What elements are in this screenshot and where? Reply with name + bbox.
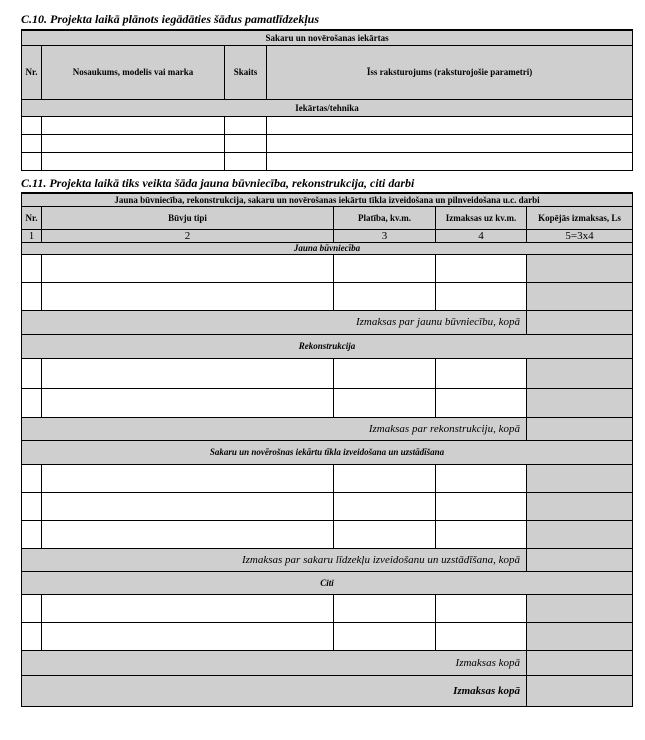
total-cost-cell [527,594,633,622]
nr-cell[interactable] [22,254,42,282]
column-number: 3 [334,229,436,242]
area-cell[interactable] [334,594,436,622]
type-cell[interactable] [42,282,334,310]
section-total-label: Izmaksas kopā [22,650,527,675]
table-row [22,358,633,388]
table-row [22,116,633,134]
description-cell[interactable] [267,152,633,170]
nr-cell[interactable] [22,358,42,388]
type-cell[interactable] [42,492,334,520]
area-cell[interactable] [334,622,436,650]
total-cost-cell [527,622,633,650]
type-cell[interactable] [42,464,334,492]
area-cell[interactable] [334,520,436,548]
column-header: Skaits [225,45,267,99]
unit-cost-cell[interactable] [436,388,527,417]
unit-cost-cell[interactable] [436,464,527,492]
table-row [22,492,633,520]
type-cell[interactable] [42,388,334,417]
group-header: Iekārtas/tehnika [22,99,633,116]
unit-cost-cell[interactable] [436,520,527,548]
unit-cost-cell[interactable] [436,282,527,310]
nr-cell[interactable] [22,116,42,134]
total-cost-cell [527,282,633,310]
description-cell[interactable] [267,116,633,134]
type-cell[interactable] [42,520,334,548]
nr-cell[interactable] [22,594,42,622]
type-cell[interactable] [42,594,334,622]
grand-total-value [527,675,633,706]
nr-cell[interactable] [22,282,42,310]
section-total-value [527,548,633,571]
area-cell[interactable] [334,254,436,282]
column-header: Īss raksturojums (raksturojošie parametri) [267,45,633,99]
total-cost-cell [527,492,633,520]
column-number: 4 [436,229,527,242]
section-header-new-construction: Jauna būvniecība [22,242,633,254]
table-row [22,520,633,548]
unit-cost-cell[interactable] [436,492,527,520]
nr-cell[interactable] [22,492,42,520]
grand-total-label: Izmaksas kopā [22,675,527,706]
name-cell[interactable] [42,116,225,134]
section-total-label: Izmaksas par jaunu būvniecību, kopā [22,310,527,334]
total-cost-cell [527,464,633,492]
section-total-label: Izmaksas par rekonstrukciju, kopā [22,417,527,440]
nr-cell[interactable] [22,388,42,417]
total-cost-cell [527,520,633,548]
type-cell[interactable] [42,254,334,282]
unit-cost-cell[interactable] [436,358,527,388]
column-number: 1 [22,229,42,242]
table-title: Sakaru un novērošanas iekārtas [22,30,633,45]
nr-cell[interactable] [22,520,42,548]
name-cell[interactable] [42,152,225,170]
total-cost-cell [527,358,633,388]
section-total-label: Izmaksas par sakaru līdzekļu izveidošanu un uzstādīšana, kopā [22,548,527,571]
table-row [22,594,633,622]
column-header: Nosaukums, modelis vai marka [42,45,225,99]
nr-cell[interactable] [22,152,42,170]
table-title: Jauna būvniecība, rekonstrukcija, sakaru un novērošanas iekārtu tīkla izveidošana un pilnveidošana u.c. darbi [22,193,633,206]
qty-cell[interactable] [225,152,267,170]
name-cell[interactable] [42,134,225,152]
table-row [22,134,633,152]
nr-cell[interactable] [22,134,42,152]
nr-cell[interactable] [22,464,42,492]
section-header-network: Sakaru un novērošnas iekārtu tīkla izveidošana un uzstādīšana [22,440,633,464]
table-row [22,152,633,170]
total-cost-cell [527,388,633,417]
section-total-value [527,650,633,675]
column-header: Nr. [22,206,42,229]
section-header-reconstruction: Rekonstrukcija [22,334,633,358]
area-cell[interactable] [334,282,436,310]
unit-cost-cell[interactable] [436,594,527,622]
column-header: Platība, kv.m. [334,206,436,229]
c11-section-title: C.11. Projekta laikā tiks veikta šāda jauna būvniecība, rekonstrukcija, citi darbi [21,176,415,190]
area-cell[interactable] [334,464,436,492]
column-header: Būvju tipi [42,206,334,229]
section-header-other: Citi [22,571,633,594]
table-row [22,622,633,650]
construction-table [21,192,633,707]
type-cell[interactable] [42,358,334,388]
table-row [22,254,633,282]
c10-section-title: C.10. Projekta laikā plānots iegādāties šādus pamatlīdzekļus [21,12,320,26]
qty-cell[interactable] [225,134,267,152]
unit-cost-cell[interactable] [436,254,527,282]
section-total-value [527,417,633,440]
unit-cost-cell[interactable] [436,622,527,650]
total-cost-cell [527,254,633,282]
column-number: 2 [42,229,334,242]
description-cell[interactable] [267,134,633,152]
table-row [22,282,633,310]
column-header: Izmaksas uz kv.m. [436,206,527,229]
column-header: Kopējās izmaksas, Ls [527,206,633,229]
section-total-value [527,310,633,334]
area-cell[interactable] [334,358,436,388]
qty-cell[interactable] [225,116,267,134]
column-header: Nr. [22,45,42,99]
column-number: 5=3x4 [527,229,633,242]
fixed-assets-table [21,29,633,171]
type-cell[interactable] [42,622,334,650]
area-cell[interactable] [334,492,436,520]
table-row [22,464,633,492]
table-row [22,388,633,417]
area-cell[interactable] [334,388,436,417]
nr-cell[interactable] [22,622,42,650]
